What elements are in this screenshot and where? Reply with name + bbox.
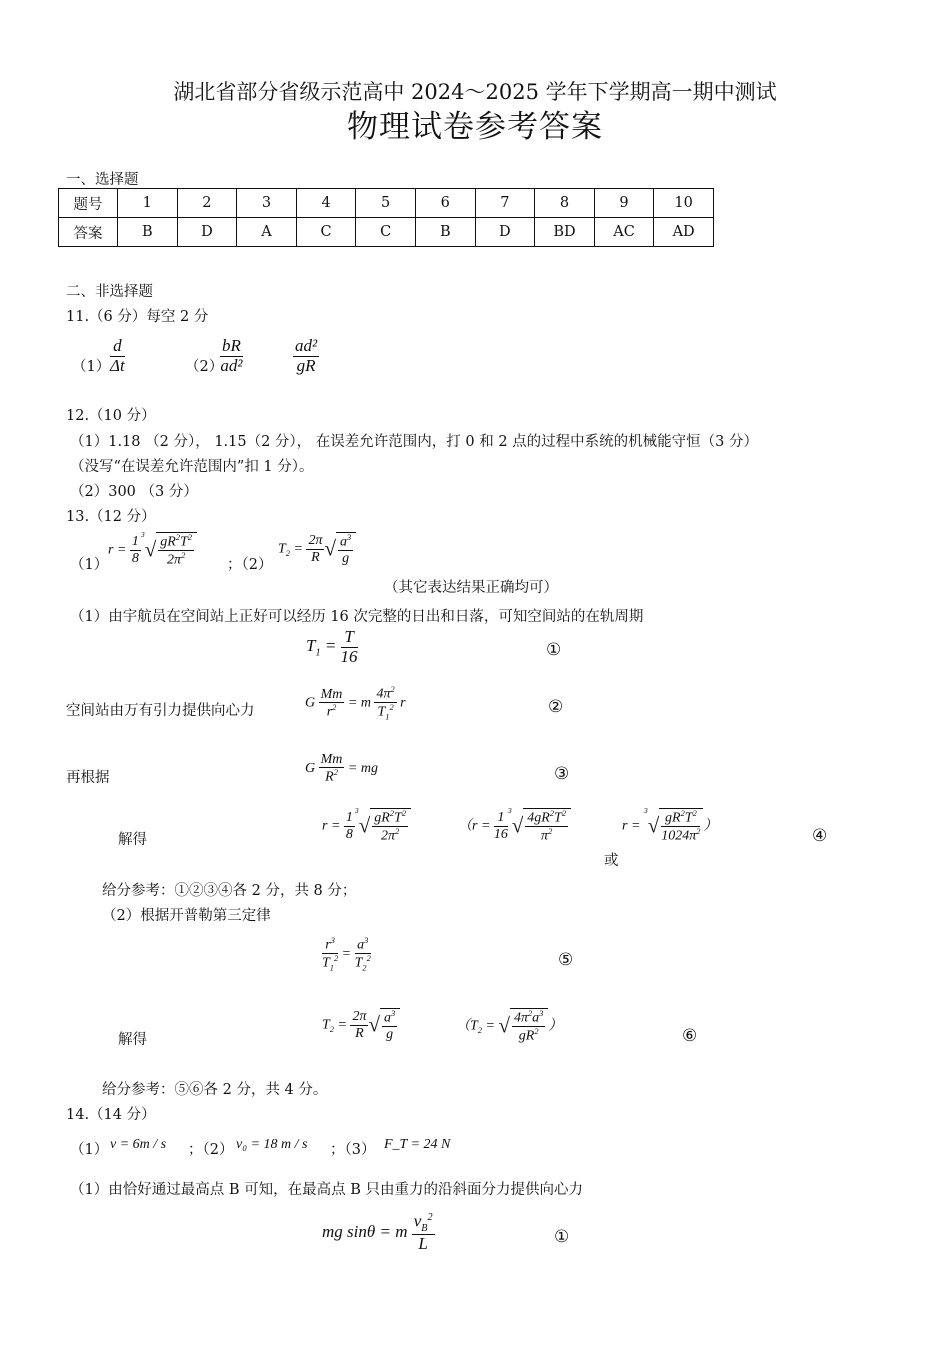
q13-eq-6-label: 解得 <box>118 1032 147 1048</box>
q13-eq-4-alt-b: r = $^3$√ $\frac{gR^2T^2}{1024\pi^2}$ ） <box>622 806 718 844</box>
q11-formula-3: $\frac{\text{ad²}}{gR}$ <box>295 336 318 375</box>
table-row-answers <box>59 218 714 247</box>
q13-eq-2-mark: ② <box>548 697 564 717</box>
q13-part2-intro: （2）根据开普勒第三定律 <box>102 908 271 924</box>
q11-part1-label: （1） <box>72 359 111 375</box>
q13-eq-3: G $\frac{Mm}{R^2}$ = mg <box>305 752 378 786</box>
q13-eq-5: $\frac{r^3}{T_1^2}$ = $\frac{a^3}{T_2^2}$ <box>322 936 371 973</box>
q14-answer-label-2: ；（2） <box>188 1142 234 1158</box>
table-cell: 10 <box>654 189 714 218</box>
q13-part1-intro: （1）由宇航员在空间站上正好可以经历 16 次完整的日出和日落，可知空间站的在轨周期 <box>70 609 644 625</box>
q14-heading: 14.（14 分） <box>66 1107 156 1123</box>
table-cell: C <box>356 218 416 247</box>
section-title-choice: 一、选择题 <box>66 172 139 188</box>
q13-eq-2: G $\frac{Mm}{r^2}$ = m $\frac{4\pi^2}{T_1^2}$ r <box>305 685 406 722</box>
table-cell: 2 <box>177 189 237 218</box>
answer-table <box>58 188 714 247</box>
q13-eq-2-label: 空间站由万有引力提供向心力 <box>66 703 255 719</box>
q13-eq-5-mark: ⑤ <box>558 950 574 970</box>
q13-summary-label-2: ；（2） <box>227 557 273 573</box>
q13-eq-1: $T_1$ = $\frac{T}{16}$ <box>306 627 358 666</box>
table-cell: 4 <box>296 189 356 218</box>
q11-formula-1: $\frac{d}{\Delta t}$ <box>110 336 125 375</box>
q14-eq-1: mg sinθ = m $\frac{v_B^2}{L}$ <box>322 1211 433 1254</box>
q14-part1-intro: （1）由恰好通过最高点 B 可知，在最高点 B 只由重力的沿斜面分力提供向心力 <box>70 1182 583 1198</box>
table-cell: AD <box>654 218 714 247</box>
q13-eq-1-mark: ① <box>546 640 562 660</box>
table-row-numbers <box>59 189 714 218</box>
q13-eq-4-label: 解得 <box>118 832 147 848</box>
q13-score-1: 给分参考：①②③④各 2 分，共 8 分； <box>102 883 357 899</box>
q12-line-3: （2）300 （3 分） <box>70 484 198 500</box>
q13-eq-6-mark: ⑥ <box>682 1026 698 1046</box>
table-row-label: 题号 <box>59 189 118 218</box>
q13-eq-6-alt: （$T_2$ = √ $\frac{4\pi^2a^3}{gR^2}$ ） <box>456 1009 563 1044</box>
table-cell: 6 <box>415 189 475 218</box>
document-subtitle: 物理试卷参考答案 <box>347 109 603 145</box>
section-title-nonchoice: 二、非选择题 <box>66 284 153 300</box>
q11-heading: 11.（6 分）每空 2 分 <box>66 309 209 325</box>
table-cell: B <box>118 218 178 247</box>
q13-eq-4-alt-a: （r = $\frac{1}{16}$ $^3$√ $\frac{4gR^2T^2}{\pi^2}$ <box>458 808 571 844</box>
q13-summary-formula-t2: $T_2$ = $\frac{2\pi}{R}$ √ $\frac{a^3}{g}$ <box>278 532 356 566</box>
q13-eq-6: $T_2$ = $\frac{2\pi}{R}$ √ $\frac{a^3}{g}$ <box>322 1008 400 1042</box>
table-cell: C <box>296 218 356 247</box>
table-cell: D <box>177 218 237 247</box>
q13-eq-4: r = $\frac{1}{8}$ $^3$√ $\frac{gR^2T^2}{2\pi^2}$ <box>322 808 411 844</box>
q12-heading: 12.（10 分） <box>66 408 156 424</box>
q13-eq-4-or: 或 <box>604 853 619 869</box>
q13-eq-3-mark: ③ <box>554 764 570 784</box>
q13-eq-4-mark: ④ <box>812 826 828 846</box>
q13-score-2: 给分参考：⑤⑥各 2 分，共 4 分。 <box>102 1082 328 1098</box>
q14-answer-label-1: （1） <box>70 1142 109 1158</box>
table-cell: B <box>415 218 475 247</box>
table-cell: 7 <box>475 189 535 218</box>
q12-line-1: （1）1.18 （2 分）， 1.15（2 分）， 在误差允许范围内，打 0 和 2 点的过程中系统的机械能守恒（3 分） <box>70 434 759 450</box>
table-cell: 3 <box>237 189 297 218</box>
q11-formula-2: $\frac{bR}{\text{ad²}}$ <box>220 336 243 375</box>
q13-eq-3-label: 再根据 <box>66 770 110 786</box>
table-cell: 9 <box>594 189 654 218</box>
q13-summary-note: （其它表达结果正确均可） <box>384 580 558 596</box>
q13-summary-formula-r: r = $\frac{1}{8}$ $^3$√ $\frac{gR^2T^2}{2\pi^2}$ <box>108 532 197 568</box>
q14-answer-label-3: ；（3） <box>330 1142 376 1158</box>
table-cell: 1 <box>118 189 178 218</box>
q14-answer-1: v = 6m / s <box>110 1137 167 1152</box>
document-title: 湖北省部分省级示范高中 2024～2025 学年下学期高一期中测试 <box>173 80 777 104</box>
table-cell: BD <box>535 218 595 247</box>
q14-eq-1-mark: ① <box>554 1227 570 1247</box>
table-cell: AC <box>594 218 654 247</box>
q11-part2-label: （2） <box>185 359 224 375</box>
table-row-label: 答案 <box>59 218 118 247</box>
table-cell: 8 <box>535 189 595 218</box>
table-cell: D <box>475 218 535 247</box>
table-cell: A <box>237 218 297 247</box>
table-cell: 5 <box>356 189 416 218</box>
q12-line-2: （没写“在误差允许范围内”扣 1 分）。 <box>70 459 314 475</box>
q14-answer-2: v₀ = 18 m / s <box>236 1137 308 1152</box>
q13-heading: 13.（12 分） <box>66 509 156 525</box>
q14-answer-3: F_T = 24 N <box>384 1137 451 1152</box>
q13-summary-label-1: （1） <box>70 557 109 573</box>
